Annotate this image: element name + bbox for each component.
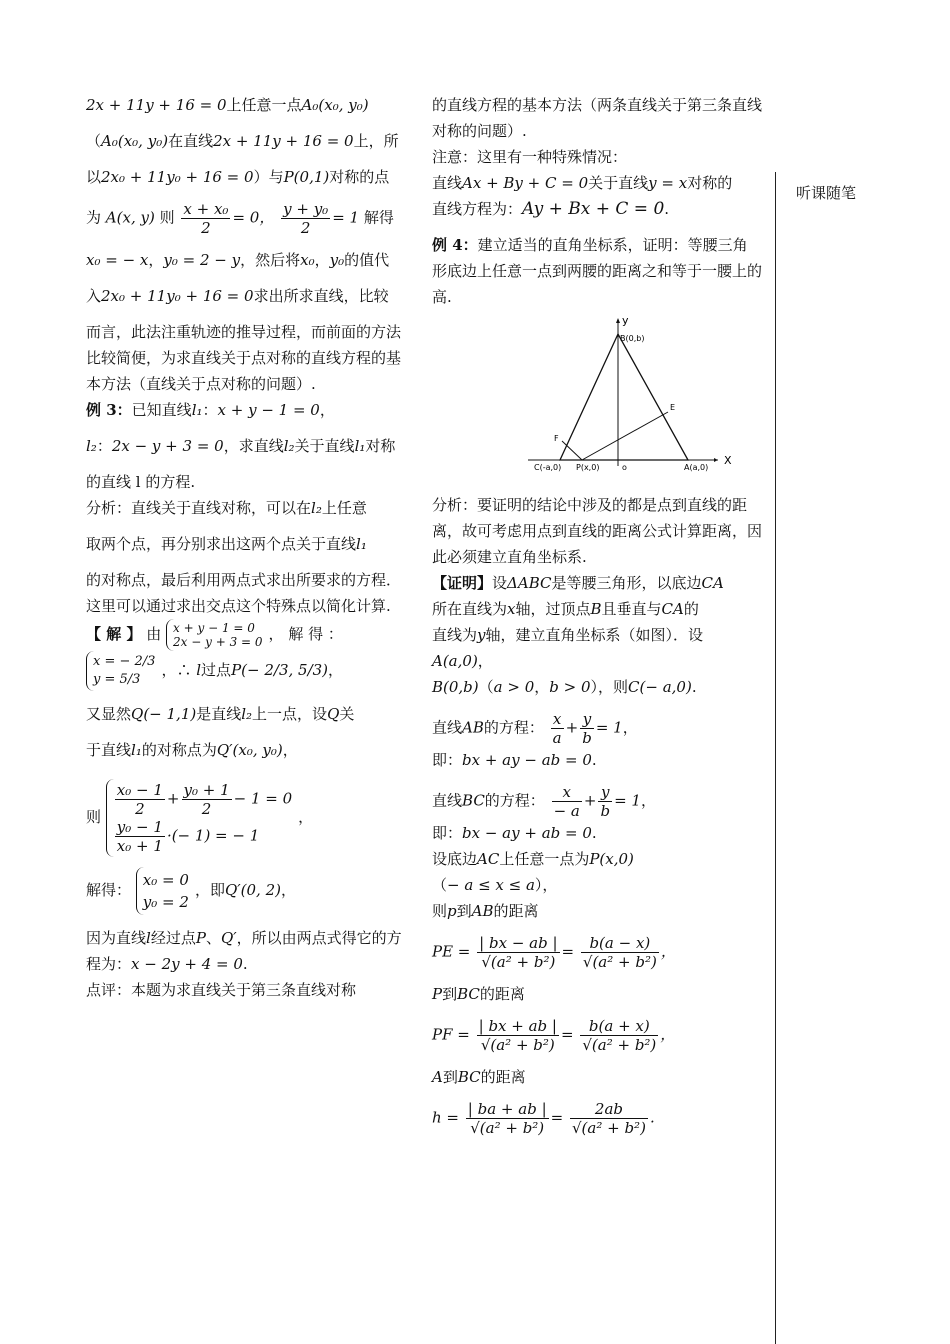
text-fragment: √(a² + b²) bbox=[582, 953, 657, 971]
text-fragment: 解得 bbox=[363, 208, 394, 227]
text-fragment: h = bbox=[432, 1108, 459, 1127]
text-fragment: 【证明】 bbox=[432, 574, 493, 592]
text-fragment: y₀ = 2 − y bbox=[163, 251, 241, 269]
analysis-line-2 bbox=[86, 531, 404, 557]
text-fragment: l bbox=[146, 929, 151, 947]
text-fragment: ，所以由两点式得它的方程为： bbox=[86, 929, 402, 973]
text-fragment: 直线 bbox=[432, 174, 463, 192]
distance-p-bc-label bbox=[432, 981, 762, 1007]
text-fragment: ， bbox=[622, 718, 638, 737]
text-fragment: Ay + Bx + C = 0 bbox=[522, 199, 665, 219]
text-fragment: B(0,b) bbox=[432, 678, 479, 696]
text-fragment: AC bbox=[477, 850, 500, 868]
text-fragment: b(a − x) bbox=[581, 934, 659, 953]
text-fragment: Q′(0, 2) bbox=[224, 881, 281, 899]
text-fragment: √(a² + b²) bbox=[582, 1036, 657, 1054]
text-fragment: 所在直线为 bbox=[432, 600, 508, 618]
text-fragment: y = 5/3 bbox=[93, 672, 141, 687]
analysis-paragraph: 的对称点，最后利用两点式求出所要求的方程．这里可以通过求出交点这个特殊点以简化计算. bbox=[86, 571, 402, 615]
text-fragment: 直线方程为： bbox=[432, 200, 523, 218]
text-fragment: bx + ay − ab = 0 bbox=[462, 751, 592, 769]
paragraph-method-comment: 而言，此法注重轨迹的推导过程，而前面的方法比较简便，为求直线关于点对称的直线方程的基本方法（直线关于点对称的问题）. bbox=[86, 323, 402, 393]
text-fragment: 即： bbox=[432, 824, 463, 842]
text-fragment: 取两个点，再分别求出这两个点关于直线 bbox=[86, 535, 357, 553]
text-fragment: 的值代 bbox=[344, 251, 390, 269]
text-fragment: 关 bbox=[339, 705, 355, 723]
text-fragment: √(a² + b²) bbox=[481, 953, 556, 971]
text-fragment: （ bbox=[432, 876, 448, 894]
text-fragment: 直线 bbox=[432, 718, 463, 737]
text-fragment: 到 bbox=[442, 1068, 458, 1086]
text-fragment: 解 得 ： bbox=[288, 625, 343, 643]
margin-note-label: 听课随笔 bbox=[796, 184, 857, 202]
text-fragment: 是直线 bbox=[196, 705, 242, 723]
text-fragment: （ bbox=[478, 678, 494, 696]
example-3-statement bbox=[86, 397, 404, 423]
text-fragment: ， bbox=[477, 652, 493, 670]
proof-line-4 bbox=[432, 648, 762, 674]
text-fragment: x₀ bbox=[300, 251, 315, 269]
example-4-statement bbox=[432, 232, 762, 310]
text-fragment: √(a² + b²) bbox=[470, 1119, 545, 1137]
text-fragment: Q′(x₀, y₀) bbox=[216, 741, 283, 759]
text-fragment: l₂ bbox=[283, 437, 295, 455]
text-fragment: ，∴ bbox=[161, 661, 192, 679]
text-fragment: = 0， bbox=[232, 208, 275, 227]
text-fragment: bx − ay + ab = 0 bbox=[462, 824, 592, 842]
text-fragment: ： bbox=[202, 401, 218, 419]
text-fragment: 2 bbox=[135, 800, 145, 818]
text-fragment: √(a² + b²) bbox=[571, 1119, 646, 1137]
text-fragment: + bbox=[583, 791, 597, 810]
text-fragment: 经过点 bbox=[150, 929, 196, 947]
text-fragment: | ba + ab | bbox=[467, 1100, 547, 1118]
method-summary: 的直线方程的基本方法（两条直线关于第三条直线对称的问题）. bbox=[432, 96, 763, 140]
text-fragment: 轴，过顶点 bbox=[515, 600, 591, 618]
text-fragment: 求出所求直线，比较 bbox=[253, 287, 389, 305]
text-fragment: y + y₀ bbox=[283, 200, 329, 218]
proof-line-2 bbox=[432, 596, 762, 622]
analysis-line-1 bbox=[86, 495, 404, 521]
text-fragment: l bbox=[196, 661, 202, 679]
text-fragment: P(− 2/3, 5/3) bbox=[231, 661, 329, 679]
text-fragment: 对称 bbox=[365, 437, 396, 455]
point-p-range bbox=[432, 872, 762, 898]
text-fragment: ， bbox=[319, 401, 335, 419]
text-fragment: ， bbox=[282, 741, 298, 759]
text-fragment: l₂ bbox=[241, 705, 253, 723]
text-fragment: = bbox=[561, 942, 575, 961]
text-fragment: − a ≤ x ≤ a bbox=[447, 876, 535, 894]
text-fragment: ），则 bbox=[590, 678, 629, 696]
point-e-label: E bbox=[670, 403, 676, 412]
text-fragment: . bbox=[591, 824, 597, 842]
text-fragment: x₀ = − x bbox=[86, 251, 149, 269]
text-fragment: 设底边 bbox=[432, 850, 478, 868]
text-fragment: AB bbox=[462, 718, 484, 737]
text-fragment: 分析：直线关于直线对称，可以在 bbox=[86, 499, 312, 517]
text-fragment: 上任意 bbox=[321, 499, 367, 517]
text-fragment: x − 2y + 4 = 0 bbox=[131, 955, 243, 973]
text-fragment: 关于直线 bbox=[588, 174, 649, 192]
text-fragment: l₁ bbox=[131, 741, 142, 759]
perpendicular-pe bbox=[582, 412, 668, 460]
text-fragment: x bbox=[551, 710, 564, 729]
text-fragment: C(− a,0) bbox=[628, 678, 692, 696]
text-fragment: ，然后将 bbox=[240, 251, 301, 269]
text-fragment: y bbox=[477, 626, 486, 644]
text-fragment: 设 bbox=[492, 574, 508, 592]
text-fragment: 关于直线 bbox=[294, 437, 355, 455]
text-fragment: p bbox=[447, 902, 457, 920]
text-fragment: Q(− 1,1) bbox=[131, 705, 197, 723]
text-fragment: b > 0 bbox=[549, 678, 591, 696]
text-fragment: 的距离 bbox=[480, 1068, 526, 1086]
text-fragment: B bbox=[590, 600, 602, 618]
point-a-label: A(a,0) bbox=[684, 463, 709, 472]
text-fragment: 上一点，设 bbox=[252, 705, 328, 723]
text-fragment: ， bbox=[314, 251, 330, 269]
text-fragment: 的对称点为 bbox=[141, 741, 217, 759]
distance-pf-formula bbox=[432, 1017, 762, 1054]
text-fragment: . bbox=[664, 200, 670, 218]
text-fragment: ，即 bbox=[194, 881, 225, 899]
text-fragment: = 1 bbox=[332, 208, 360, 227]
line-substitute bbox=[86, 283, 404, 309]
text-fragment: x + x₀ bbox=[183, 200, 229, 218]
text-fragment: BC bbox=[457, 985, 480, 1003]
text-fragment: y₀ = 2 bbox=[142, 893, 189, 911]
text-fragment: a > 0 bbox=[493, 678, 535, 696]
text-fragment: 即： bbox=[432, 751, 463, 769]
line-on-line-condition bbox=[86, 128, 404, 154]
x-axis-arrow bbox=[714, 458, 718, 462]
text-fragment: x bbox=[552, 783, 582, 802]
text-fragment: 的距离 bbox=[493, 902, 539, 920]
text-fragment: （ bbox=[86, 132, 102, 150]
text-fragment: 由 bbox=[146, 625, 162, 643]
line-symmetric-point bbox=[86, 164, 404, 190]
text-fragment: ）与 bbox=[253, 168, 284, 186]
text-fragment: x = − 2/3 bbox=[93, 654, 156, 669]
text-fragment: x + y − 1 = 0 bbox=[217, 401, 320, 419]
text-fragment: ， bbox=[148, 251, 164, 269]
solution-result bbox=[86, 867, 404, 915]
solution-line-1 bbox=[86, 619, 404, 651]
text-fragment: PE = bbox=[432, 942, 471, 961]
point-p-definition bbox=[432, 846, 762, 872]
text-fragment: l₁ bbox=[356, 535, 367, 553]
text-fragment: ： bbox=[96, 437, 112, 455]
y-axis-arrow bbox=[616, 318, 620, 323]
line-solution-values bbox=[86, 247, 404, 273]
text-fragment: 在直线 bbox=[168, 132, 214, 150]
solution-line-2 bbox=[86, 651, 404, 691]
text-fragment: x₀ − 1 bbox=[116, 781, 163, 799]
text-fragment: 2 bbox=[201, 219, 211, 237]
line-bc-general bbox=[432, 820, 762, 846]
text-fragment: 以 bbox=[86, 168, 102, 186]
text-fragment: 则 bbox=[432, 902, 448, 920]
text-fragment: BC bbox=[457, 1068, 481, 1086]
text-fragment: . bbox=[591, 751, 597, 769]
text-fragment: A(x, y) bbox=[105, 208, 155, 227]
text-fragment: 建立适当的直角坐标系，证明：等腰三角形底边上任意一点到两腰的距离之和等于一腰上的高. bbox=[432, 236, 763, 306]
text-fragment: BC bbox=[462, 791, 485, 810]
text-fragment: Q bbox=[327, 705, 340, 723]
line-bc-equation bbox=[432, 783, 762, 820]
text-fragment: 2x − y + 3 = 0 bbox=[173, 635, 263, 649]
text-fragment: ΔABC bbox=[507, 574, 552, 592]
text-fragment: l₁ bbox=[191, 401, 203, 419]
origin-label: o bbox=[622, 463, 627, 472]
text-fragment: . bbox=[649, 1108, 655, 1127]
text-fragment: 的 bbox=[683, 600, 699, 618]
example-3-line-3: 的直线 l 的方程. bbox=[86, 473, 196, 491]
point-c-label: C(-a,0) bbox=[534, 463, 562, 472]
text-fragment: 的方程： bbox=[483, 718, 544, 737]
text-fragment: = 1 bbox=[595, 718, 623, 737]
text-fragment: . bbox=[242, 955, 248, 973]
text-fragment: 直线 bbox=[432, 791, 463, 810]
triangle-abc bbox=[560, 334, 688, 460]
distance-pe-formula bbox=[432, 934, 762, 971]
text-fragment: 上任意一点 bbox=[226, 96, 302, 114]
text-fragment: 入 bbox=[86, 287, 102, 305]
text-fragment: = bbox=[560, 1025, 574, 1044]
text-fragment: | bx + ab | bbox=[478, 1017, 557, 1035]
line-midpoint-equations bbox=[86, 200, 404, 237]
symmetry-system bbox=[86, 779, 404, 857]
text-fragment: 已知直线 bbox=[131, 401, 192, 419]
text-fragment: 到 bbox=[456, 902, 472, 920]
text-fragment: b bbox=[600, 802, 611, 820]
text-fragment: 上，所 bbox=[353, 132, 399, 150]
text-fragment: y₀ bbox=[329, 251, 345, 269]
text-fragment: ， bbox=[660, 1025, 676, 1044]
text-fragment: ，求直线 bbox=[223, 437, 284, 455]
text-fragment: 到 bbox=[442, 985, 458, 1003]
text-fragment: ， bbox=[534, 678, 550, 696]
text-fragment: ， bbox=[640, 791, 656, 810]
solution-line-4 bbox=[86, 737, 404, 763]
text-fragment: y = x bbox=[648, 174, 688, 192]
text-fragment: ， bbox=[268, 625, 284, 643]
isosceles-triangle-figure bbox=[528, 316, 738, 476]
text-fragment: CA bbox=[661, 600, 684, 618]
final-line-equation bbox=[86, 925, 404, 977]
analysis-example-4: 分析：要证明的结论中涉及的都是点到直线的距离，故可考虑用点到直线的距离公式计算距离，因此必须建立直角坐标系. bbox=[432, 496, 763, 566]
text-fragment: ， bbox=[298, 808, 314, 826]
text-fragment: 因为直线 bbox=[86, 929, 147, 947]
text-fragment: 2x₀ + 11y₀ + 16 = 0 bbox=[101, 168, 254, 186]
text-fragment: − a bbox=[553, 802, 580, 820]
line-ab-equation bbox=[432, 710, 762, 747]
text-fragment: x₀ = 0 bbox=[142, 871, 189, 889]
text-fragment: b(a + x) bbox=[580, 1017, 658, 1036]
x-axis-label: X bbox=[724, 454, 732, 467]
proof-line-5 bbox=[432, 674, 762, 700]
line-ab-general bbox=[432, 747, 762, 773]
text-fragment: − 1 = 0 bbox=[233, 789, 293, 808]
text-fragment: l₁ bbox=[354, 437, 366, 455]
text-fragment: 又显然 bbox=[86, 705, 132, 723]
example-3-line-2 bbox=[86, 433, 404, 459]
text-fragment: a bbox=[552, 729, 562, 747]
text-fragment: 2x + 11y + 16 = 0 bbox=[213, 132, 354, 150]
text-fragment: √(a² + b²) bbox=[480, 1036, 555, 1054]
text-fragment: y bbox=[598, 783, 612, 802]
text-fragment: 2x − y + 3 = 0 bbox=[111, 437, 224, 455]
text-fragment: PF = bbox=[432, 1025, 470, 1044]
text-fragment: y bbox=[580, 710, 594, 729]
text-fragment: A bbox=[432, 1068, 443, 1086]
text-fragment: 、 bbox=[205, 929, 221, 947]
text-fragment: 2 bbox=[300, 219, 311, 237]
text-fragment: 且垂直与 bbox=[601, 600, 662, 618]
text-fragment: 2 bbox=[201, 800, 212, 818]
text-fragment: AB bbox=[471, 902, 494, 920]
distance-a-bc-label bbox=[432, 1064, 762, 1090]
text-fragment: 为 bbox=[86, 208, 102, 227]
text-fragment: 对称的 bbox=[687, 174, 733, 192]
text-fragment: 解得： bbox=[86, 881, 132, 899]
text-fragment: x₀ + 1 bbox=[116, 837, 163, 855]
text-fragment: 直线为 bbox=[432, 626, 478, 644]
text-fragment: ， bbox=[280, 881, 296, 899]
text-fragment: 过点 bbox=[201, 661, 232, 679]
point-p-label: P(x,0) bbox=[576, 463, 600, 472]
text-fragment: | bx − ab | bbox=[479, 934, 558, 952]
text-fragment: 例 3： bbox=[86, 401, 132, 419]
text-fragment: P bbox=[432, 985, 443, 1003]
text-fragment: P(0,1) bbox=[283, 168, 330, 186]
text-fragment: ， bbox=[660, 942, 676, 961]
text-fragment: Q′ bbox=[220, 929, 237, 947]
text-fragment: 【 解 】 bbox=[86, 625, 142, 643]
special-case-line bbox=[432, 170, 762, 196]
comment-line: 点评：本题为求直线关于第三条直线对称 bbox=[86, 981, 357, 999]
proof-line-1 bbox=[432, 570, 762, 596]
text-fragment: A₀(x₀, y₀) bbox=[301, 96, 369, 114]
height-formula bbox=[432, 1100, 762, 1137]
text-fragment: 则 bbox=[159, 208, 175, 227]
text-fragment: 的方程： bbox=[484, 791, 545, 810]
text-fragment: A(a,0) bbox=[432, 652, 478, 670]
point-f-label: F bbox=[554, 434, 559, 443]
text-fragment: 则 bbox=[86, 808, 102, 826]
proof-line-3 bbox=[432, 622, 762, 648]
y-axis-label: y bbox=[622, 316, 629, 327]
point-b-label: B(0,b) bbox=[620, 334, 645, 343]
text-fragment: = bbox=[550, 1108, 564, 1127]
text-fragment: ， bbox=[328, 661, 344, 679]
text-fragment: b bbox=[582, 729, 592, 747]
text-fragment: ）， bbox=[534, 876, 558, 894]
text-fragment: + bbox=[166, 789, 180, 808]
text-fragment: ·(− 1) = − 1 bbox=[166, 826, 260, 845]
text-fragment: 是等腰三角形，以底边 bbox=[551, 574, 702, 592]
text-fragment: 的距离 bbox=[479, 985, 525, 1003]
text-fragment: A₀(x₀, y₀) bbox=[101, 132, 169, 150]
text-fragment: 于直线 bbox=[86, 741, 132, 759]
text-fragment: 轴，建立直角坐标系（如图）．设 bbox=[485, 626, 704, 644]
text-fragment: x bbox=[507, 600, 516, 618]
text-fragment: + bbox=[565, 718, 579, 737]
text-fragment: 上任意一点为 bbox=[499, 850, 590, 868]
note-special-case: 注意：这里有一种特殊情况： bbox=[432, 148, 628, 166]
text-fragment: 例 4： bbox=[432, 236, 478, 254]
text-fragment: l₂ bbox=[86, 437, 97, 455]
text-fragment: 2x + 11y + 16 = 0 bbox=[86, 96, 227, 114]
text-fragment: Ax + By + C = 0 bbox=[462, 174, 589, 192]
margin-rule bbox=[775, 172, 776, 1344]
text-fragment: CA bbox=[701, 574, 724, 592]
solution-line-3 bbox=[86, 701, 404, 727]
distance-p-ab-label bbox=[432, 898, 762, 924]
text-fragment: 2x₀ + 11y₀ + 16 = 0 bbox=[101, 287, 254, 305]
text-fragment: P bbox=[195, 929, 206, 947]
text-fragment: y₀ + 1 bbox=[183, 781, 230, 799]
left-column bbox=[86, 92, 404, 1003]
line-eq-continuation bbox=[86, 92, 404, 118]
text-fragment: = 1 bbox=[614, 791, 641, 810]
text-fragment: y₀ − 1 bbox=[116, 818, 163, 836]
middle-column bbox=[432, 92, 762, 1137]
text-fragment: P(x,0) bbox=[589, 850, 634, 868]
special-case-result bbox=[432, 196, 762, 222]
text-fragment: . bbox=[691, 678, 697, 696]
text-fragment: 2ab bbox=[570, 1100, 648, 1119]
text-fragment: x + y − 1 = 0 bbox=[173, 621, 255, 635]
text-fragment: l₂ bbox=[311, 499, 322, 517]
text-fragment: 对称的点 bbox=[329, 168, 390, 186]
